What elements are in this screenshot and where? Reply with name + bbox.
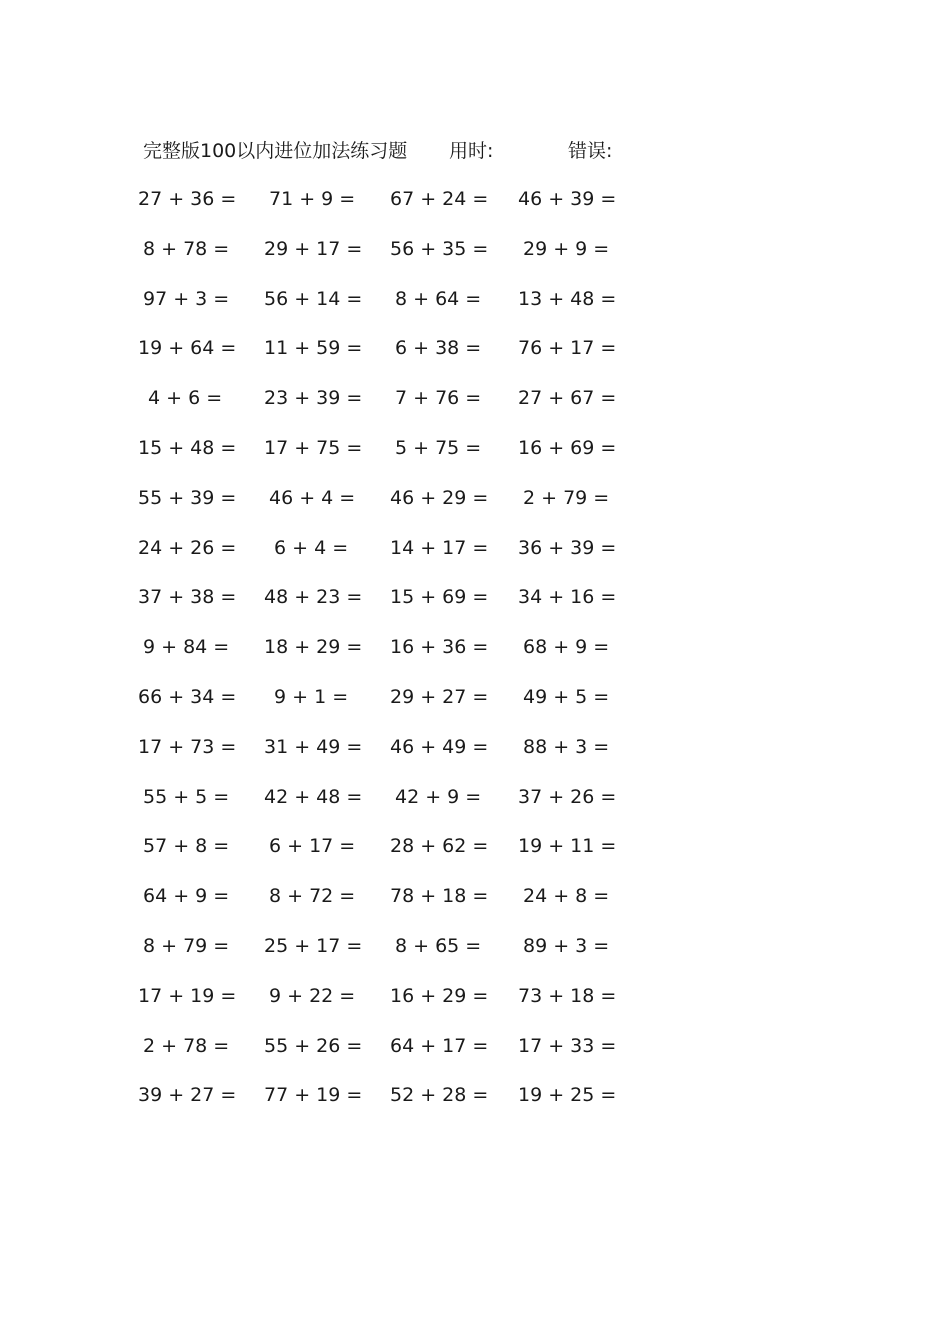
addition-problem: 24 + 26 =: [138, 536, 237, 559]
problem-row: [0, 1031, 700, 1081]
problem-row: [0, 931, 700, 981]
addition-problem: 52 + 28 =: [390, 1084, 489, 1107]
addition-problem: 31 + 49 =: [264, 735, 363, 758]
problem-row: [0, 284, 700, 334]
worksheet-header: [143, 136, 663, 166]
addition-problem: 27 + 67 =: [518, 387, 617, 410]
problem-row: [0, 981, 700, 1031]
addition-problem: 71 + 9 =: [269, 188, 356, 210]
addition-problem: 46 + 39 =: [518, 188, 617, 210]
addition-problem: 55 + 26 =: [264, 1034, 363, 1057]
addition-problem: 49 + 5 =: [523, 685, 610, 708]
addition-problem: 17 + 73 =: [138, 735, 237, 758]
addition-problem: 8 + 65 =: [395, 934, 482, 957]
addition-problem: 42 + 9 =: [395, 785, 482, 808]
problem-grid: [0, 184, 700, 1130]
addition-problem: 2 + 78 =: [143, 1034, 230, 1057]
addition-problem: 8 + 79 =: [143, 934, 230, 957]
addition-problem: 13 + 48 =: [518, 287, 617, 310]
addition-problem: 34 + 16 =: [518, 586, 617, 609]
addition-problem: 23 + 39 =: [264, 387, 363, 410]
addition-problem: 48 + 23 =: [264, 586, 363, 609]
addition-problem: 67 + 24 =: [390, 188, 489, 210]
addition-problem: 15 + 48 =: [138, 436, 237, 459]
addition-problem: 56 + 14 =: [264, 287, 363, 310]
addition-problem: 55 + 5 =: [143, 785, 230, 808]
addition-problem: 6 + 17 =: [269, 835, 356, 858]
addition-problem: 46 + 49 =: [390, 735, 489, 758]
addition-problem: 57 + 8 =: [143, 835, 230, 858]
problem-row: [0, 533, 700, 583]
problem-row: [0, 831, 700, 881]
addition-problem: 17 + 19 =: [138, 984, 237, 1007]
addition-problem: 9 + 22 =: [269, 984, 356, 1007]
addition-problem: 6 + 38 =: [395, 337, 482, 360]
addition-problem: 24 + 8 =: [523, 885, 610, 908]
addition-problem: 37 + 38 =: [138, 586, 237, 609]
addition-problem: 29 + 9 =: [523, 237, 610, 260]
addition-problem: 16 + 29 =: [390, 984, 489, 1007]
addition-problem: 6 + 4 =: [274, 536, 349, 559]
addition-problem: 15 + 69 =: [390, 586, 489, 609]
time-used-label: 用时:: [449, 140, 494, 162]
addition-problem: 97 + 3 =: [143, 287, 230, 310]
problem-row: [0, 433, 700, 483]
addition-problem: 66 + 34 =: [138, 685, 237, 708]
addition-problem: 29 + 27 =: [390, 685, 489, 708]
problem-row: [0, 234, 700, 284]
addition-problem: 55 + 39 =: [138, 486, 237, 509]
problem-row: [0, 782, 700, 832]
addition-problem: 9 + 84 =: [143, 636, 230, 659]
problem-row: [0, 682, 700, 732]
addition-problem: 73 + 18 =: [518, 984, 617, 1007]
addition-problem: 19 + 25 =: [518, 1084, 617, 1107]
addition-problem: 9 + 1 =: [274, 685, 349, 708]
addition-problem: 36 + 39 =: [518, 536, 617, 559]
addition-problem: 19 + 64 =: [138, 337, 237, 360]
problem-row: [0, 881, 700, 931]
addition-problem: 17 + 33 =: [518, 1034, 617, 1057]
addition-problem: 37 + 26 =: [518, 785, 617, 808]
addition-problem: 16 + 69 =: [518, 436, 617, 459]
addition-problem: 4 + 6 =: [148, 387, 223, 410]
worksheet-title: 完整版100以内进位加法练习题: [143, 140, 408, 162]
addition-problem: 7 + 76 =: [395, 387, 482, 410]
problem-row: [0, 582, 700, 632]
addition-problem: 18 + 29 =: [264, 636, 363, 659]
addition-problem: 14 + 17 =: [390, 536, 489, 559]
addition-problem: 29 + 17 =: [264, 237, 363, 260]
problem-row: [0, 1080, 700, 1130]
addition-problem: 28 + 62 =: [390, 835, 489, 858]
addition-problem: 64 + 9 =: [143, 885, 230, 908]
addition-problem: 25 + 17 =: [264, 934, 363, 957]
addition-problem: 46 + 29 =: [390, 486, 489, 509]
addition-problem: 42 + 48 =: [264, 785, 363, 808]
addition-problem: 5 + 75 =: [395, 436, 482, 459]
problem-row: [0, 333, 700, 383]
addition-problem: 17 + 75 =: [264, 436, 363, 459]
errors-label: 错误:: [568, 140, 613, 162]
addition-problem: 89 + 3 =: [523, 934, 610, 957]
addition-problem: 39 + 27 =: [138, 1084, 237, 1107]
addition-problem: 8 + 72 =: [269, 885, 356, 908]
problem-row: [0, 383, 700, 433]
addition-problem: 19 + 11 =: [518, 835, 617, 858]
addition-problem: 8 + 64 =: [395, 287, 482, 310]
problem-row: [0, 632, 700, 682]
addition-problem: 88 + 3 =: [523, 735, 610, 758]
addition-problem: 78 + 18 =: [390, 885, 489, 908]
addition-problem: 64 + 17 =: [390, 1034, 489, 1057]
problem-row: [0, 483, 700, 533]
addition-problem: 2 + 79 =: [523, 486, 610, 509]
addition-problem: 76 + 17 =: [518, 337, 617, 360]
addition-problem: 56 + 35 =: [390, 237, 489, 260]
addition-problem: 68 + 9 =: [523, 636, 610, 659]
addition-problem: 77 + 19 =: [264, 1084, 363, 1107]
problem-row: [0, 184, 700, 234]
addition-problem: 11 + 59 =: [264, 337, 363, 360]
problem-row: [0, 732, 700, 782]
addition-problem: 8 + 78 =: [143, 237, 230, 260]
addition-problem: 16 + 36 =: [390, 636, 489, 659]
addition-problem: 27 + 36 =: [138, 188, 237, 210]
addition-problem: 46 + 4 =: [269, 486, 356, 509]
